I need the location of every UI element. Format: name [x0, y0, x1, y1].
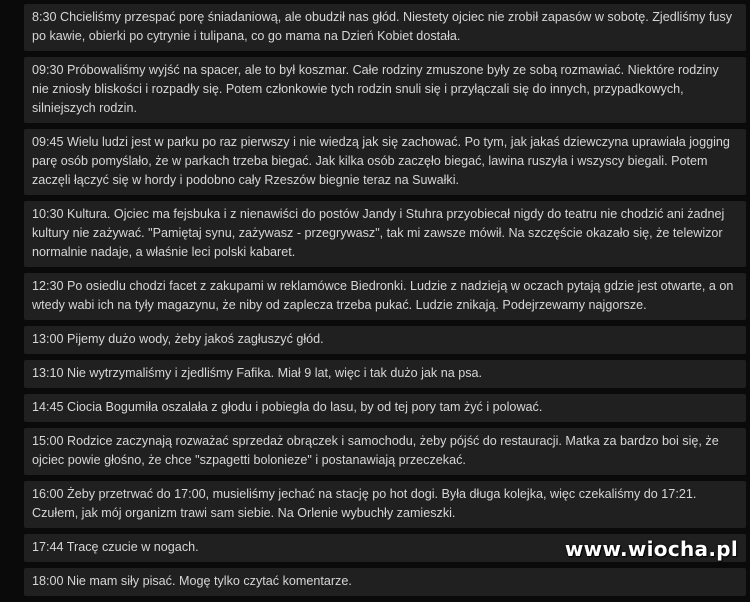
entry-list	[24, 4, 746, 602]
entry-1030: 10:30 Kultura. Ojciec ma fejsbuka i z nienawiści do postów Jandy i Stuhra przyobiecał nigdy do teatru nie chodzić ani żadnej kultury nie zażywać. "Pamiętaj synu, zażywasz - przegrywasz", tak mi zawsze mówił. Na szczęście okazało się, że telewizor normalnie nadaje, a właśnie leci polski kabaret.	[24, 201, 746, 267]
entry-1800: 18:00 Nie mam siły pisać. Mogę tylko czytać komentarze.	[24, 568, 746, 596]
entry-1445: 14:45 Ciocia Bogumiła oszalała z głodu i pobiegła do lasu, by od tej pory tam żyć i polować.	[24, 394, 746, 422]
entry-1744: 17:44 Tracę czucie w nogach.	[24, 534, 746, 562]
watermark-text: www.wiocha.pl	[564, 537, 738, 561]
entry-1500: 15:00 Rodzice zaczynają rozważać sprzedaż obrączek i samochodu, żeby pójść do restauracji. Matka za bardzo boi się, że ojciec powie głośno, że chce "szpagetti bolonieze" i postanawiają przeczekać.	[24, 428, 746, 475]
entry-1300: 13:00 Pijemy dużo wody, żeby jakoś zagłuszyć głód.	[24, 326, 746, 354]
entry-1230: 12:30 Po osiedlu chodzi facet z zakupami w reklamówce Biedronki. Ludzie z nadzieją w oczach pytają gdzie jest otwarte, a on wtedy wabi ich na tyły magazynu, że niby od zaplecza trzeba pukać. Ludzie znikają. Podejrzewamy najgorsze.	[24, 273, 746, 320]
entry-0830: 8:30 Chcieliśmy przespać porę śniadaniową, ale obudził nas głód. Niestety ojciec nie zrobił zapasów w sobotę. Zjedliśmy fusy po kawie, obierki po cytrynie i tulipana, co go mama na Dzień Kobiet dostała.	[24, 4, 746, 51]
entry-0930: 09:30 Próbowaliśmy wyjść na spacer, ale to był koszmar. Całe rodziny zmuszone były ze sobą rozmawiać. Niektóre rodziny nie zniosły bliskości i rozpadły się. Potem członkowie tych rodzin snuli się i przyłączali się do innych, przypadkowych, silniejszych rodzin.	[24, 57, 746, 123]
entry-1600: 16:00 Żeby przetrwać do 17:00, musieliśmy jechać na stację po hot dogi. Była długa kolejka, więc czekaliśmy do 17:21. Czułem, jak mój organizm trawi sam siebie. Na Orlenie wybuchły zamieszki.	[24, 481, 746, 528]
entry-0945: 09:45 Wielu ludzi jest w parku po raz pierwszy i nie wiedzą jak się zachować. Po tym, jak jakaś dziewczyna uprawiała jogging parę osób pomyślało, że w parkach trzeba biegać. Jak kilka osób zaczęło biegać, lawina ruszyła i wszyscy biegali. Potem zaczęli łączyć się w hordy i podobno cały Rzeszów biegnie teraz na Suwałki.	[24, 129, 746, 195]
entry-1310: 13:10 Nie wytrzymaliśmy i zjedliśmy Fafika. Miał 9 lat, więc i tak dużo jak na psa.	[24, 360, 746, 388]
